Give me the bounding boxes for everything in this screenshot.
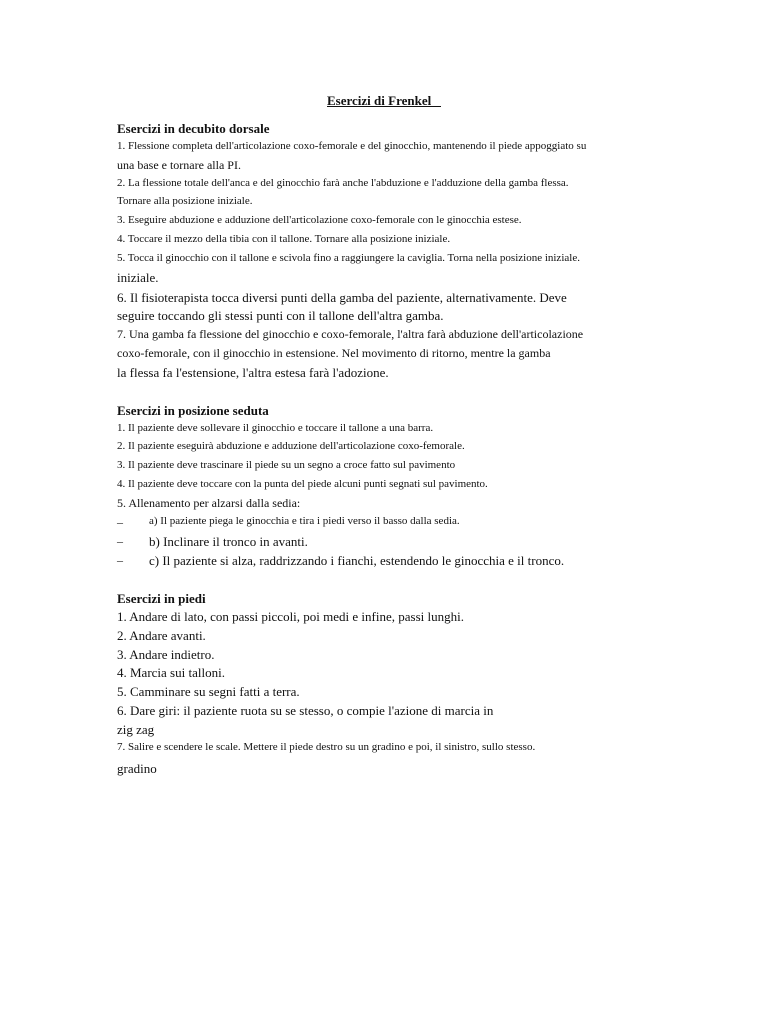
paragraph-line: 5. Tocca il ginocchio con il tallone e scivola fino a raggiungere la caviglia. Torna nella posizione iniziale. bbox=[117, 252, 580, 264]
paragraph-line: 5. Camminare su segni fatti a terra. bbox=[117, 684, 300, 699]
paragraph-line: 7. Una gamba fa flessione del ginocchio e coxo-femorale, l'altra farà abduzione dell'articolazione bbox=[117, 327, 584, 341]
list-dash: – bbox=[117, 515, 123, 529]
paragraph-line: coxo-femorale, con il ginocchio in estensione. Nel movimento di ritorno, mentre la gamba bbox=[117, 346, 551, 360]
paragraph-line: 7. Salire e scendere le scale. Mettere il piede destro su un gradino e poi, il sinistro, sullo stesso. bbox=[117, 741, 536, 753]
list-dash: – bbox=[117, 553, 123, 567]
paragraph-line: gradino bbox=[117, 761, 157, 776]
paragraph-line: 4. Toccare il mezzo della tibia con il tallone. Tornare alla posizione iniziale. bbox=[117, 233, 451, 245]
paragraph-line: zig zag bbox=[117, 722, 155, 737]
document-title: Esercizi di Frenkel bbox=[327, 93, 441, 108]
section-heading-standing: Esercizi in piedi bbox=[117, 591, 206, 606]
paragraph-line: 2. Andare avanti. bbox=[117, 628, 206, 643]
paragraph-line: la flessa fa l'estensione, l'altra estesa farà l'adozione. bbox=[117, 365, 389, 380]
section-heading-supine: Esercizi in decubito dorsale bbox=[117, 121, 270, 136]
paragraph-line: seguire toccando gli stessi punti con il tallone dell'altra gamba. bbox=[117, 308, 444, 323]
paragraph-line: una base e tornare alla PI. bbox=[117, 158, 241, 172]
paragraph-line: 3. Il paziente deve trascinare il piede su un segno a croce fatto sul pavimento bbox=[117, 459, 456, 471]
paragraph-line: 1. Flessione completa dell'articolazione coxo-femorale e del ginocchio, mantenendo il piede appoggiato su bbox=[117, 140, 587, 152]
sub-item: a) Il paziente piega le ginocchia e tira i piedi verso il basso dalla sedia. bbox=[149, 515, 460, 527]
paragraph-line: 4. Marcia sui talloni. bbox=[117, 665, 225, 680]
paragraph-line: 1. Il paziente deve sollevare il ginocchio e toccare il tallone a una barra. bbox=[117, 422, 434, 434]
paragraph-line: 1. Andare di lato, con passi piccoli, poi medi e infine, passi lunghi. bbox=[117, 609, 464, 624]
paragraph-line: 3. Eseguire abduzione e adduzione dell'articolazione coxo-femorale con le ginocchia estese. bbox=[117, 214, 522, 226]
paragraph-line: 2. Il paziente eseguirà abduzione e adduzione dell'articolazione coxo-femorale. bbox=[117, 440, 465, 452]
paragraph-line: 6. Dare giri: il paziente ruota su se stesso, o compie l'azione di marcia in bbox=[117, 703, 494, 718]
paragraph-line: iniziale. bbox=[117, 270, 159, 285]
paragraph-line: 5. Allenamento per alzarsi dalla sedia: bbox=[117, 496, 301, 510]
paragraph-line: 2. La flessione totale dell'anca e del ginocchio farà anche l'abduzione e l'adduzione della gamba flessa. bbox=[117, 177, 569, 189]
paragraph-line: 4. Il paziente deve toccare con la punta del piede alcuni punti segnati sul pavimento. bbox=[117, 478, 488, 490]
list-dash: – bbox=[117, 534, 123, 548]
sub-item: c) Il paziente si alza, raddrizzando i fianchi, estendendo le ginocchia e il tronco. bbox=[149, 553, 565, 568]
paragraph-line: 3. Andare indietro. bbox=[117, 647, 215, 662]
sub-item: b) Inclinare il tronco in avanti. bbox=[149, 534, 308, 549]
paragraph-line: 6. Il fisioterapista tocca diversi punti della gamba del paziente, alternativamente. Deve bbox=[117, 290, 567, 305]
paragraph-line: Tornare alla posizione iniziale. bbox=[117, 195, 253, 207]
section-heading-seated: Esercizi in posizione seduta bbox=[117, 403, 269, 418]
